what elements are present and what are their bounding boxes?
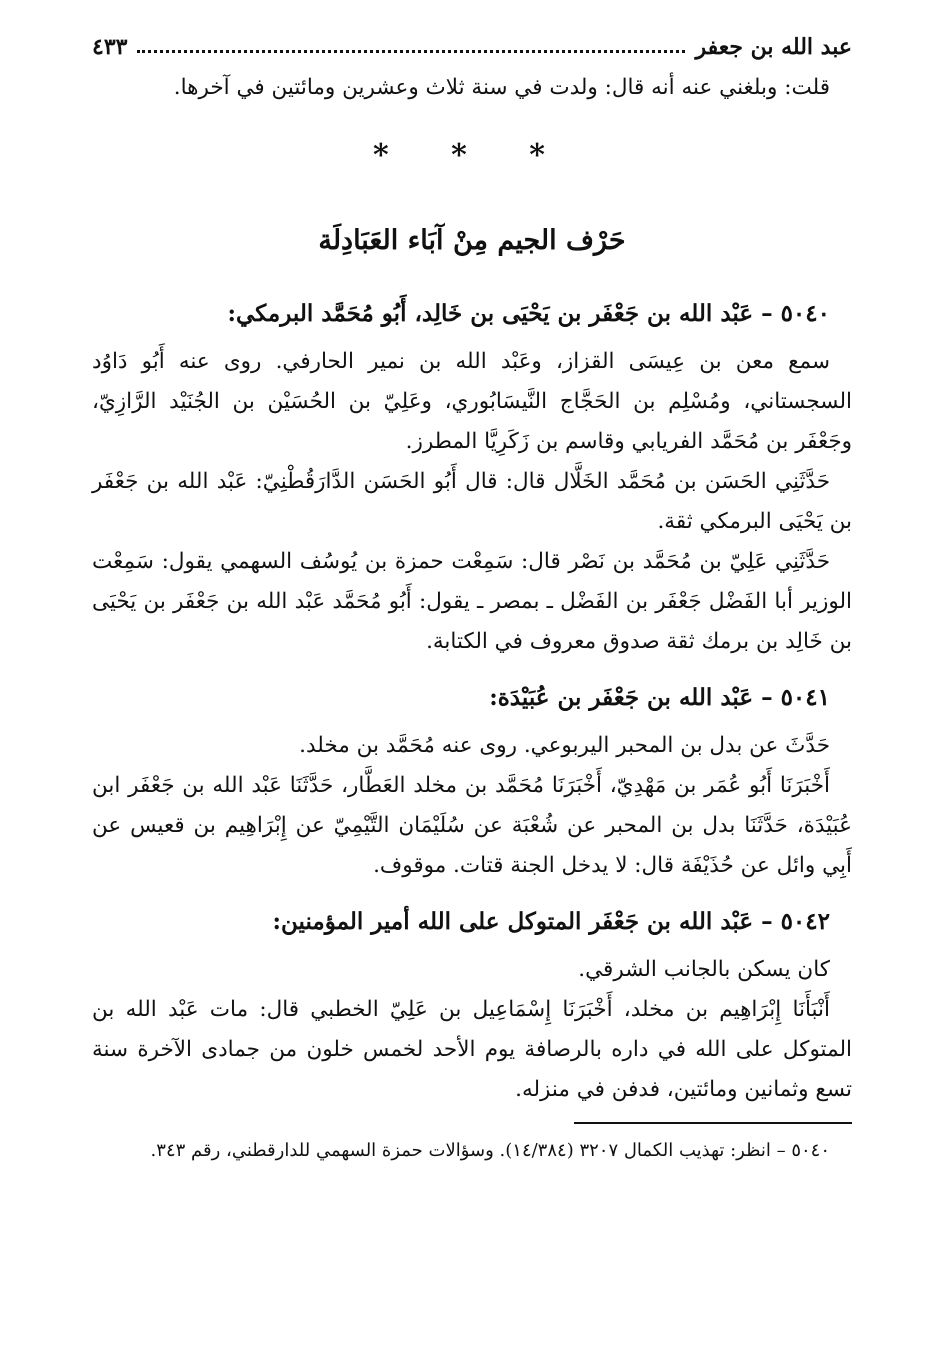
entry-paragraph: حَدَّثَ عن بدل بن المحبر اليربوعي. روى عنه مُحَمَّد بن مخلد. — [299, 733, 830, 758]
entry-paragraph: حَدَّثَنِي عَلِيّ بن مُحَمَّد بن نَصْر قال: سَمِعْت حمزة بن يُوسُف السهمي يقول: سَمِعْت الوزير أبا الفَضْل جَعْفَر بن الفَضْل ـ بمصر ـ يقول: أَبُو مُحَمَّد عَبْد الله بن جَعْفَر بن يَحْيَى بن خَالِد بن برمك ثقة صدوق معروف في الكتابة. — [92, 549, 852, 654]
running-title: عبد الله بن جعفر — [695, 34, 852, 60]
entry-heading: ٥٠٤٠ – عَبْد الله بن جَعْفَر بن يَحْيَى بن خَالِد، أَبُو مُحَمَّد البرمكي: — [227, 300, 830, 327]
book-page — [92, 26, 852, 1168]
entry-paragraph: حَدَّثَنِي الحَسَن بن مُحَمَّد الخَلَّال قال: قال أَبُو الحَسَن الدَّارَقُطْنِيّ: عَبْد الله بن جَعْفَر بن يَحْيَى البرمكي ثقة. — [92, 469, 852, 534]
entry-paragraph: كان يسكن بالجانب الشرقي. — [578, 957, 830, 982]
dotted-leader — [137, 50, 685, 53]
page-number: ٤٣٣ — [92, 34, 128, 60]
footnote: ٥٠٤٠ – انظر: تهذيب الكمال ٣٢٠٧ (١٤/٣٨٤). وسؤالات حمزة السهمي للدارقطني، رقم ٣٤٣. — [150, 1140, 830, 1161]
entry-heading: ٥٠٤١ – عَبْد الله بن جَعْفَر بن عُبَيْدَة: — [489, 684, 830, 711]
section-separator: * * * — [373, 138, 571, 173]
entry-paragraph: سمع معن بن عِيسَى القزاز، وعَبْد الله بن نمير الحارفي. روى عنه أَبُو دَاوُد السجستاني، ومُسْلِم بن الحَجَّاج النَّيسَابُوري، وعَلِيّ بن الحُسَيْن بن الجُنَيْد الرَّازِيّ، وجَعْفَر بن مُحَمَّد الفريابي وقاسم بن زَكَرِيَّا المطرز. — [92, 349, 852, 454]
entry-heading: ٥٠٤٢ – عَبْد الله بن جَعْفَر المتوكل على الله أمير المؤمنين: — [272, 908, 830, 935]
entry-paragraph: أَنْبَأَنَا إِبْرَاهِيم بن مخلد، أَخْبَرَنَا إِسْمَاعِيل بن عَلِيّ الخطبي قال: مات عَبْد الله بن المتوكل على الله في داره بالرصافة يوم الأحد لخمس خلون من جمادى الآخرة سنة تسع وثمانين ومائتين، فدفن في منزله. — [92, 997, 852, 1102]
entry-paragraph: أَخْبَرَنَا أَبُو عُمَر بن مَهْدِيّ، أَخْبَرَنَا مُحَمَّد بن مخلد العَطَّار، حَدَّثَنَا عَبْد الله بن جَعْفَر ابن عُبَيْدَة، حَدَّثَنَا بدل بن المحبر عن شُعْبَة عن سُلَيْمَان التَّيْمِيّ عن إِبْرَاهِيم بن قعيس عن أَبِي وائل عن حُذَيْفَة قال: لا يدخل الجنة قتات. موقوف. — [92, 773, 852, 878]
footnote-divider — [574, 1122, 852, 1124]
running-header — [92, 26, 852, 60]
intro-note: قلت: وبلغني عنه أنه قال: ولدت في سنة ثلاث وعشرين ومائتين في آخرها. — [173, 75, 830, 100]
chapter-title: حَرْف الجيم مِنْ آبَاء العَبَادِلَة — [318, 225, 626, 256]
